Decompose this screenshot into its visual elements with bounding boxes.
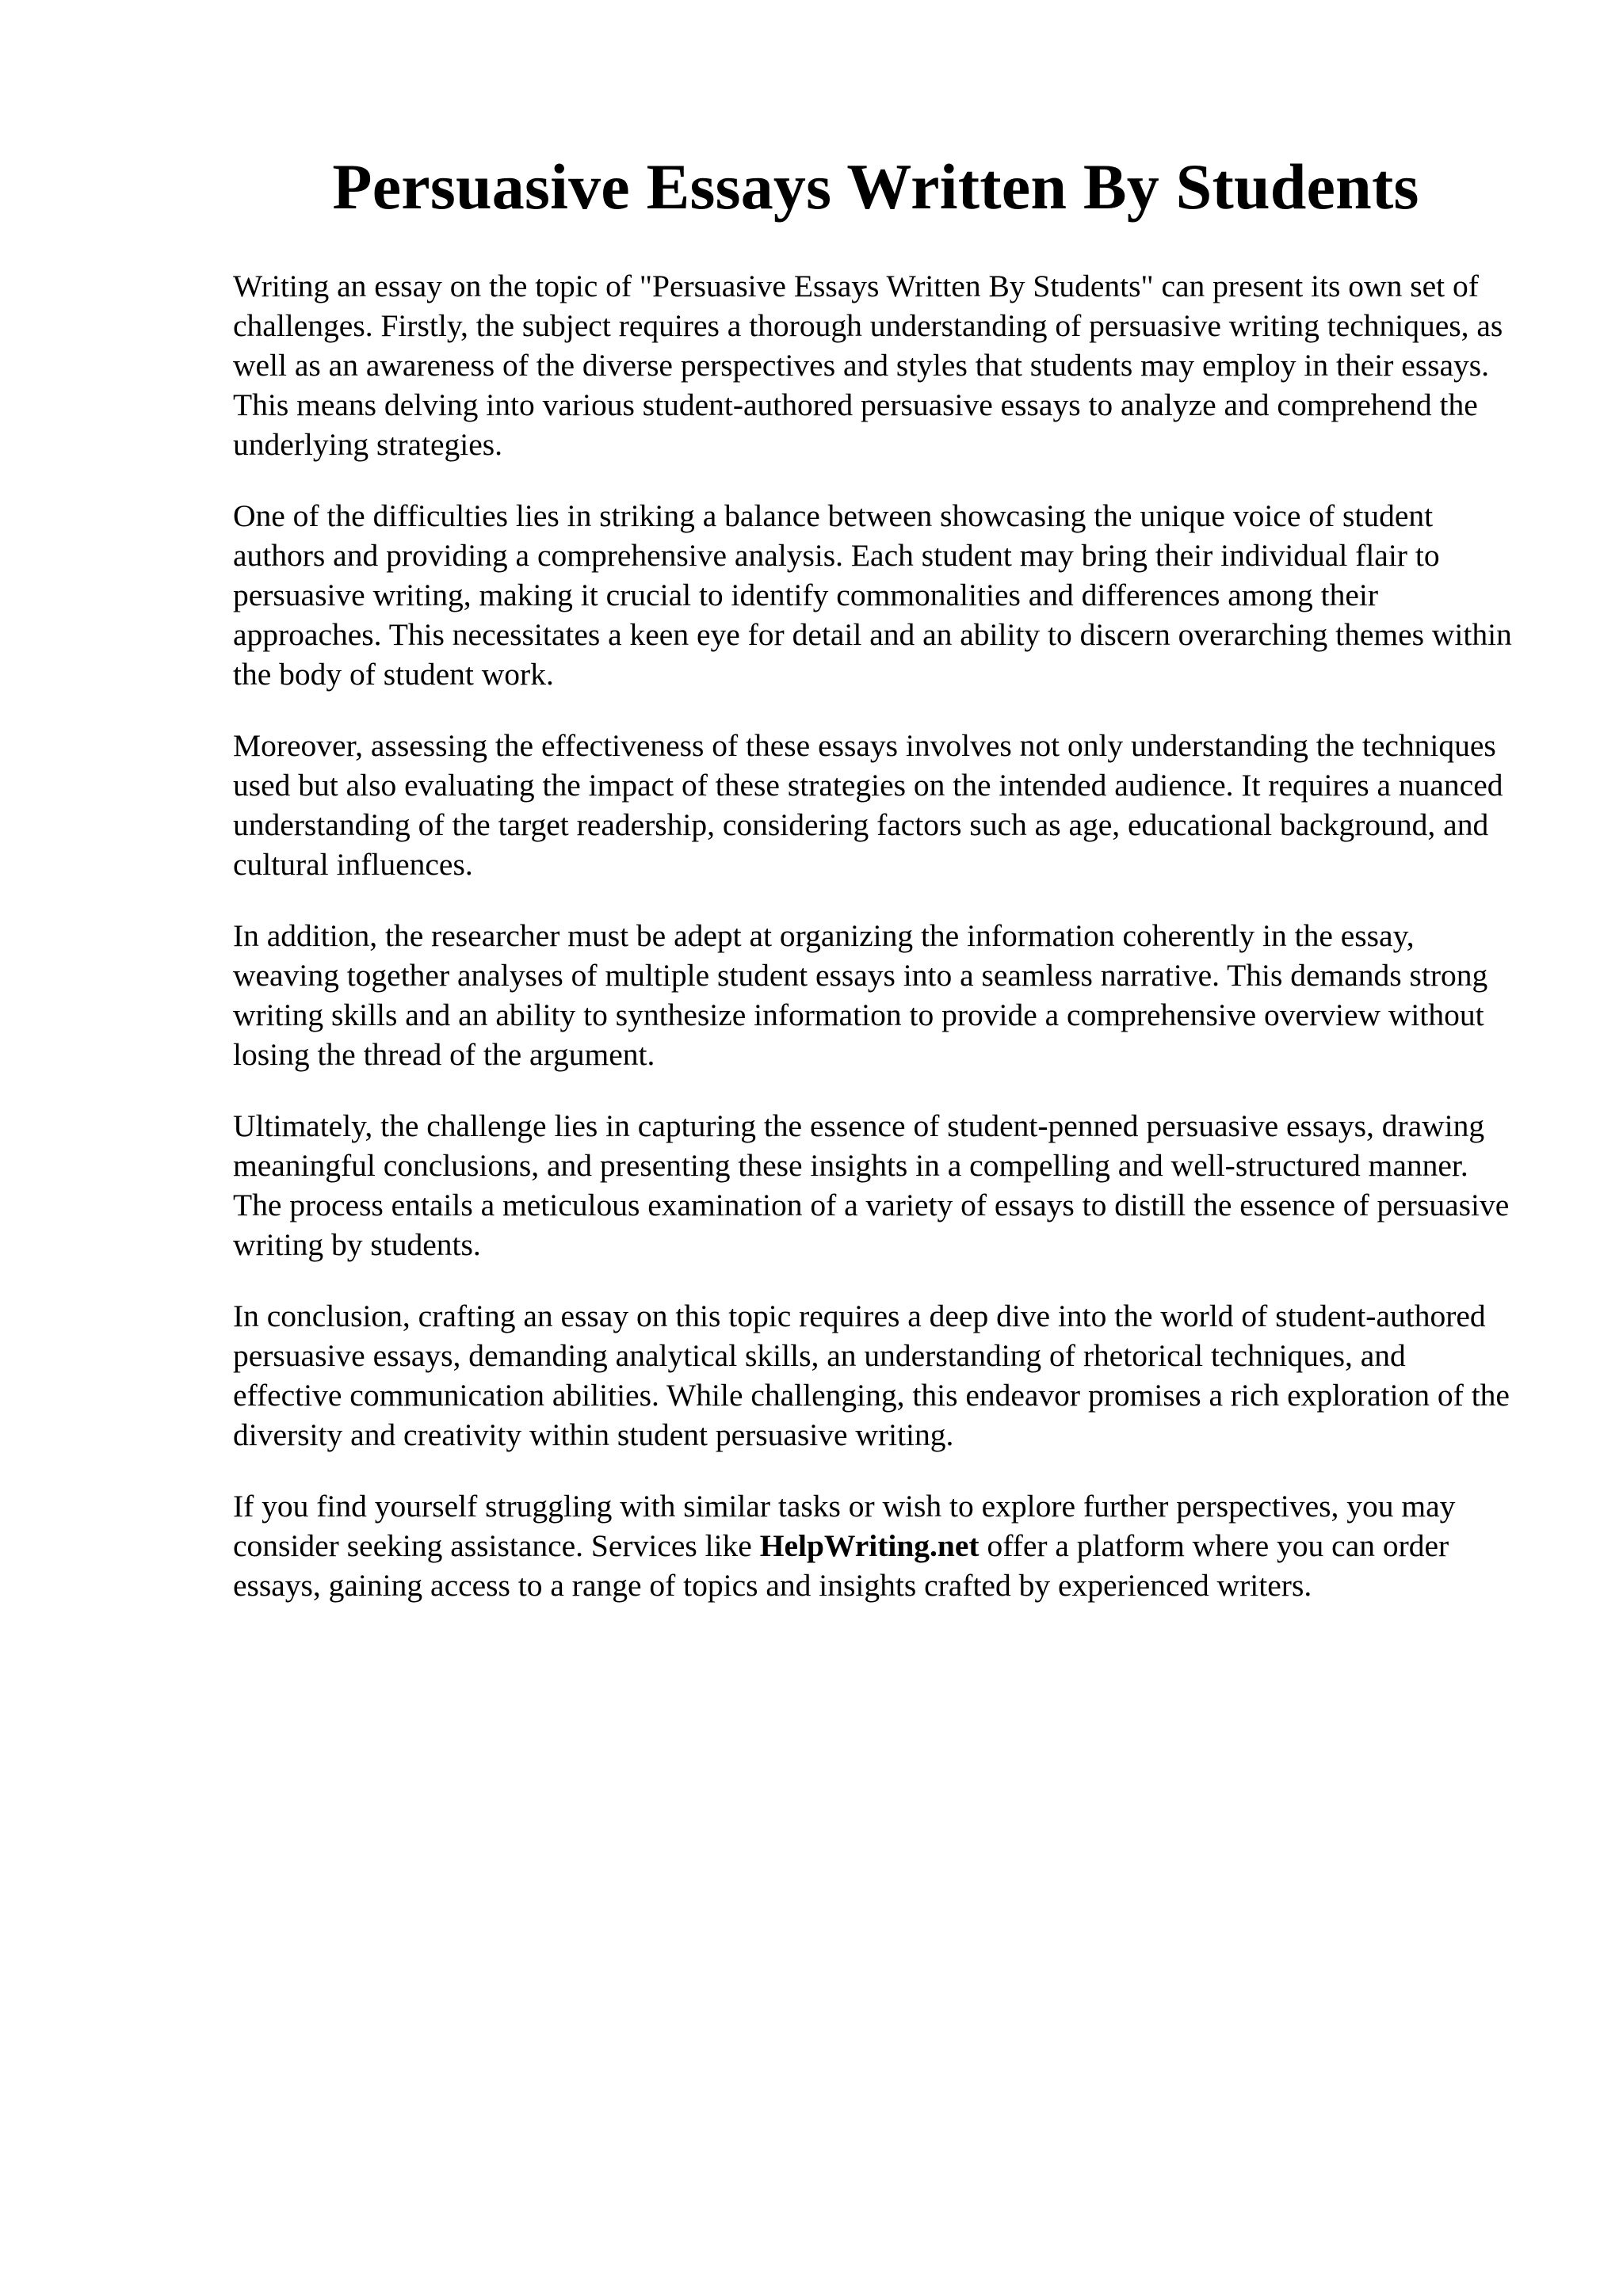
paragraph-ultimately: Ultimately, the challenge lies in capturing the essence of student-penned persuasive essays, drawing meaningful conclusions, and presenting these insights in a compelling and well-structured manner. The process entails a meticulous examination of a variety of essays to distill the essence of persuasive writing by students. [233, 1108, 1510, 1262]
page-title: Persuasive Essays Written By Students [332, 151, 1419, 223]
paragraph-organization: In addition, the researcher must be adept at organizing the information coherently in the essay, weaving together analyses of multiple student essays into a seamless narrative. This demands strong writing skills and an ability to synthesize information to provide a comprehensive overview without losing the thread of the argument. [233, 918, 1488, 1072]
paragraph-closing [233, 1486, 1517, 1605]
closing-text-before: If you find yourself struggling with similar tasks or wish to explore further perspectives, you may consider seeking assistance. Services like [233, 1489, 1456, 1563]
paragraph-conclusion: In conclusion, crafting an essay on this topic requires a deep dive into the world of student-authored persuasive essays, demanding analytical skills, an understanding of rhetorical techniques, and effective communication abilities. While challenging, this endeavor promises a rich exploration of the diversity and creativity within student persuasive writing. [233, 1299, 1510, 1452]
closing-text-after: offer a platform where you can order essays, gaining access to a range of topics and insights crafted by experienced writers. [233, 1528, 1449, 1603]
paragraph-difficulties: One of the difficulties lies in striking a balance between showcasing the unique voice of student authors and providing a comprehensive analysis. Each student may bring their individual flair to persuasive writing, making it crucial to identify commonalities and differences among their approaches. This necessitates a keen eye for detail and an ability to discern overarching themes within the body of student work. [233, 498, 1512, 692]
document-body [233, 266, 1517, 1637]
paragraph-effectiveness: Moreover, assessing the effectiveness of these essays involves not only understanding the techniques used but also evaluating the impact of these strategies on the intended audience. It requires a nuanced understanding of the target readership, considering factors such as age, educational background, and cultural influences. [233, 728, 1503, 882]
paragraph-intro: Writing an essay on the topic of "Persuasive Essays Written By Students" can present its own set of challenges. Firstly, the subject requires a thorough understanding of persuasive writing techniques, as well as an awareness of the diverse perspectives and styles that students may employ in their essays. This means delving into various student-authored persuasive essays to analyze and comprehend the underlying strategies. [233, 269, 1503, 462]
brand-name: HelpWriting.net [759, 1528, 980, 1563]
